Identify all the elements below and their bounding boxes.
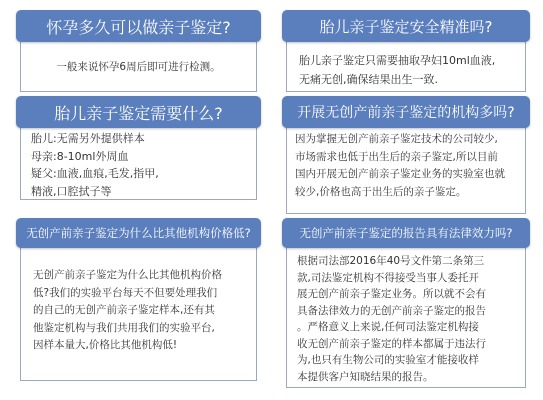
faq-card-price [16,218,261,381]
faq-card-body [286,246,526,388]
faq-card-line: 较少,价格也高于出生后的亲子鉴定。 [295,185,467,198]
faq-card-line: 因样本量大,价格比其他机构低! [33,339,178,351]
faq-card-line: 款,司法鉴定机构不得接受当事人委托开 [297,271,479,284]
faq-card-line: 低?我们的实验平台每天不但要处理我们 [33,286,218,299]
faq-card-header [16,10,261,42]
faq-card-line: 国内开展无创产前亲子鉴定业务的实验室也就 [295,168,505,180]
faq-card-header [282,10,530,42]
faq-card-line: 疑父:血液,血痕,毛发,指甲, [31,167,159,180]
faq-card-line: 无痛无创,确保结果出生一致. [299,73,438,86]
faq-card-line: 。严格意义上来说,任何司法鉴定机构接 [297,321,479,333]
faq-card-header [282,218,530,248]
faq-card-line: 的自己的无创产前亲子鉴定样本,还有其 [33,304,215,316]
faq-card-line: 精液,口腔拭子等 [31,184,112,198]
faq-card-line: 展无创产前亲子鉴定业务。所以就不会有 [297,288,486,300]
faq-card-line: 他鉴定机构与我们共用我们的实验平台, [33,321,215,334]
faq-card-line: 胎儿亲子鉴定只需要抽取孕妇10ml血液, [299,54,496,67]
faq-card-body [286,126,526,214]
faq-card-legal [282,218,530,388]
faq-card-header [16,218,261,248]
faq-card-title: 开展无创产前亲子鉴定的机构多吗? [297,105,515,121]
faq-card-line: 具备法律效力的无创产前亲子鉴定的报告 [297,304,486,317]
faq-card-body [20,126,257,200]
faq-card-line: 无创产前亲子鉴定为什么比其他机构价格 [33,269,222,281]
faq-card-requirements [16,96,261,200]
faq-card-body [20,40,257,92]
faq-card-title: 怀孕多久可以做亲子鉴定? [46,17,231,37]
faq-card-title: 无创产前亲子鉴定的报告具有法律效力吗? [299,226,513,240]
faq-card-line: 母亲:8-10ml外周血 [31,149,129,163]
faq-card-line: 本提供客户知晓结果的报告。 [297,370,434,383]
faq-card-body [286,40,526,92]
faq-card-line: 一般来说怀孕6周后即可进行检测。 [56,60,221,73]
faq-card-line: 胎儿:无需另外提供样本 [31,132,145,145]
faq-card-line: 收无创产前亲子鉴定的样本都属于违法行 [297,337,486,350]
faq-card-line: 因为掌握无创产前亲子鉴定技术的公司较少, [295,133,498,145]
faq-card-line: 根据司法部2016年40号文件第二条第三 [297,255,485,267]
faq-card-title: 胎儿亲子鉴定安全精准吗? [319,17,493,36]
faq-card-timing [16,10,261,92]
faq-card-header [16,96,261,128]
faq-card-line: 为,也只有生物公司的实验室才能接收样 [297,354,479,366]
faq-card-header [282,96,530,128]
faq-card-safety [282,10,530,92]
faq-card-institutions [282,96,530,214]
faq-card-body [20,246,257,381]
faq-card-title: 胎儿亲子鉴定需要什么? [54,103,223,123]
faq-card-line: 市场需求也低于出生后的亲子鉴定,所以目前 [295,150,498,163]
faq-card-title: 无创产前亲子鉴定为什么比其他机构价格低? [26,226,251,240]
